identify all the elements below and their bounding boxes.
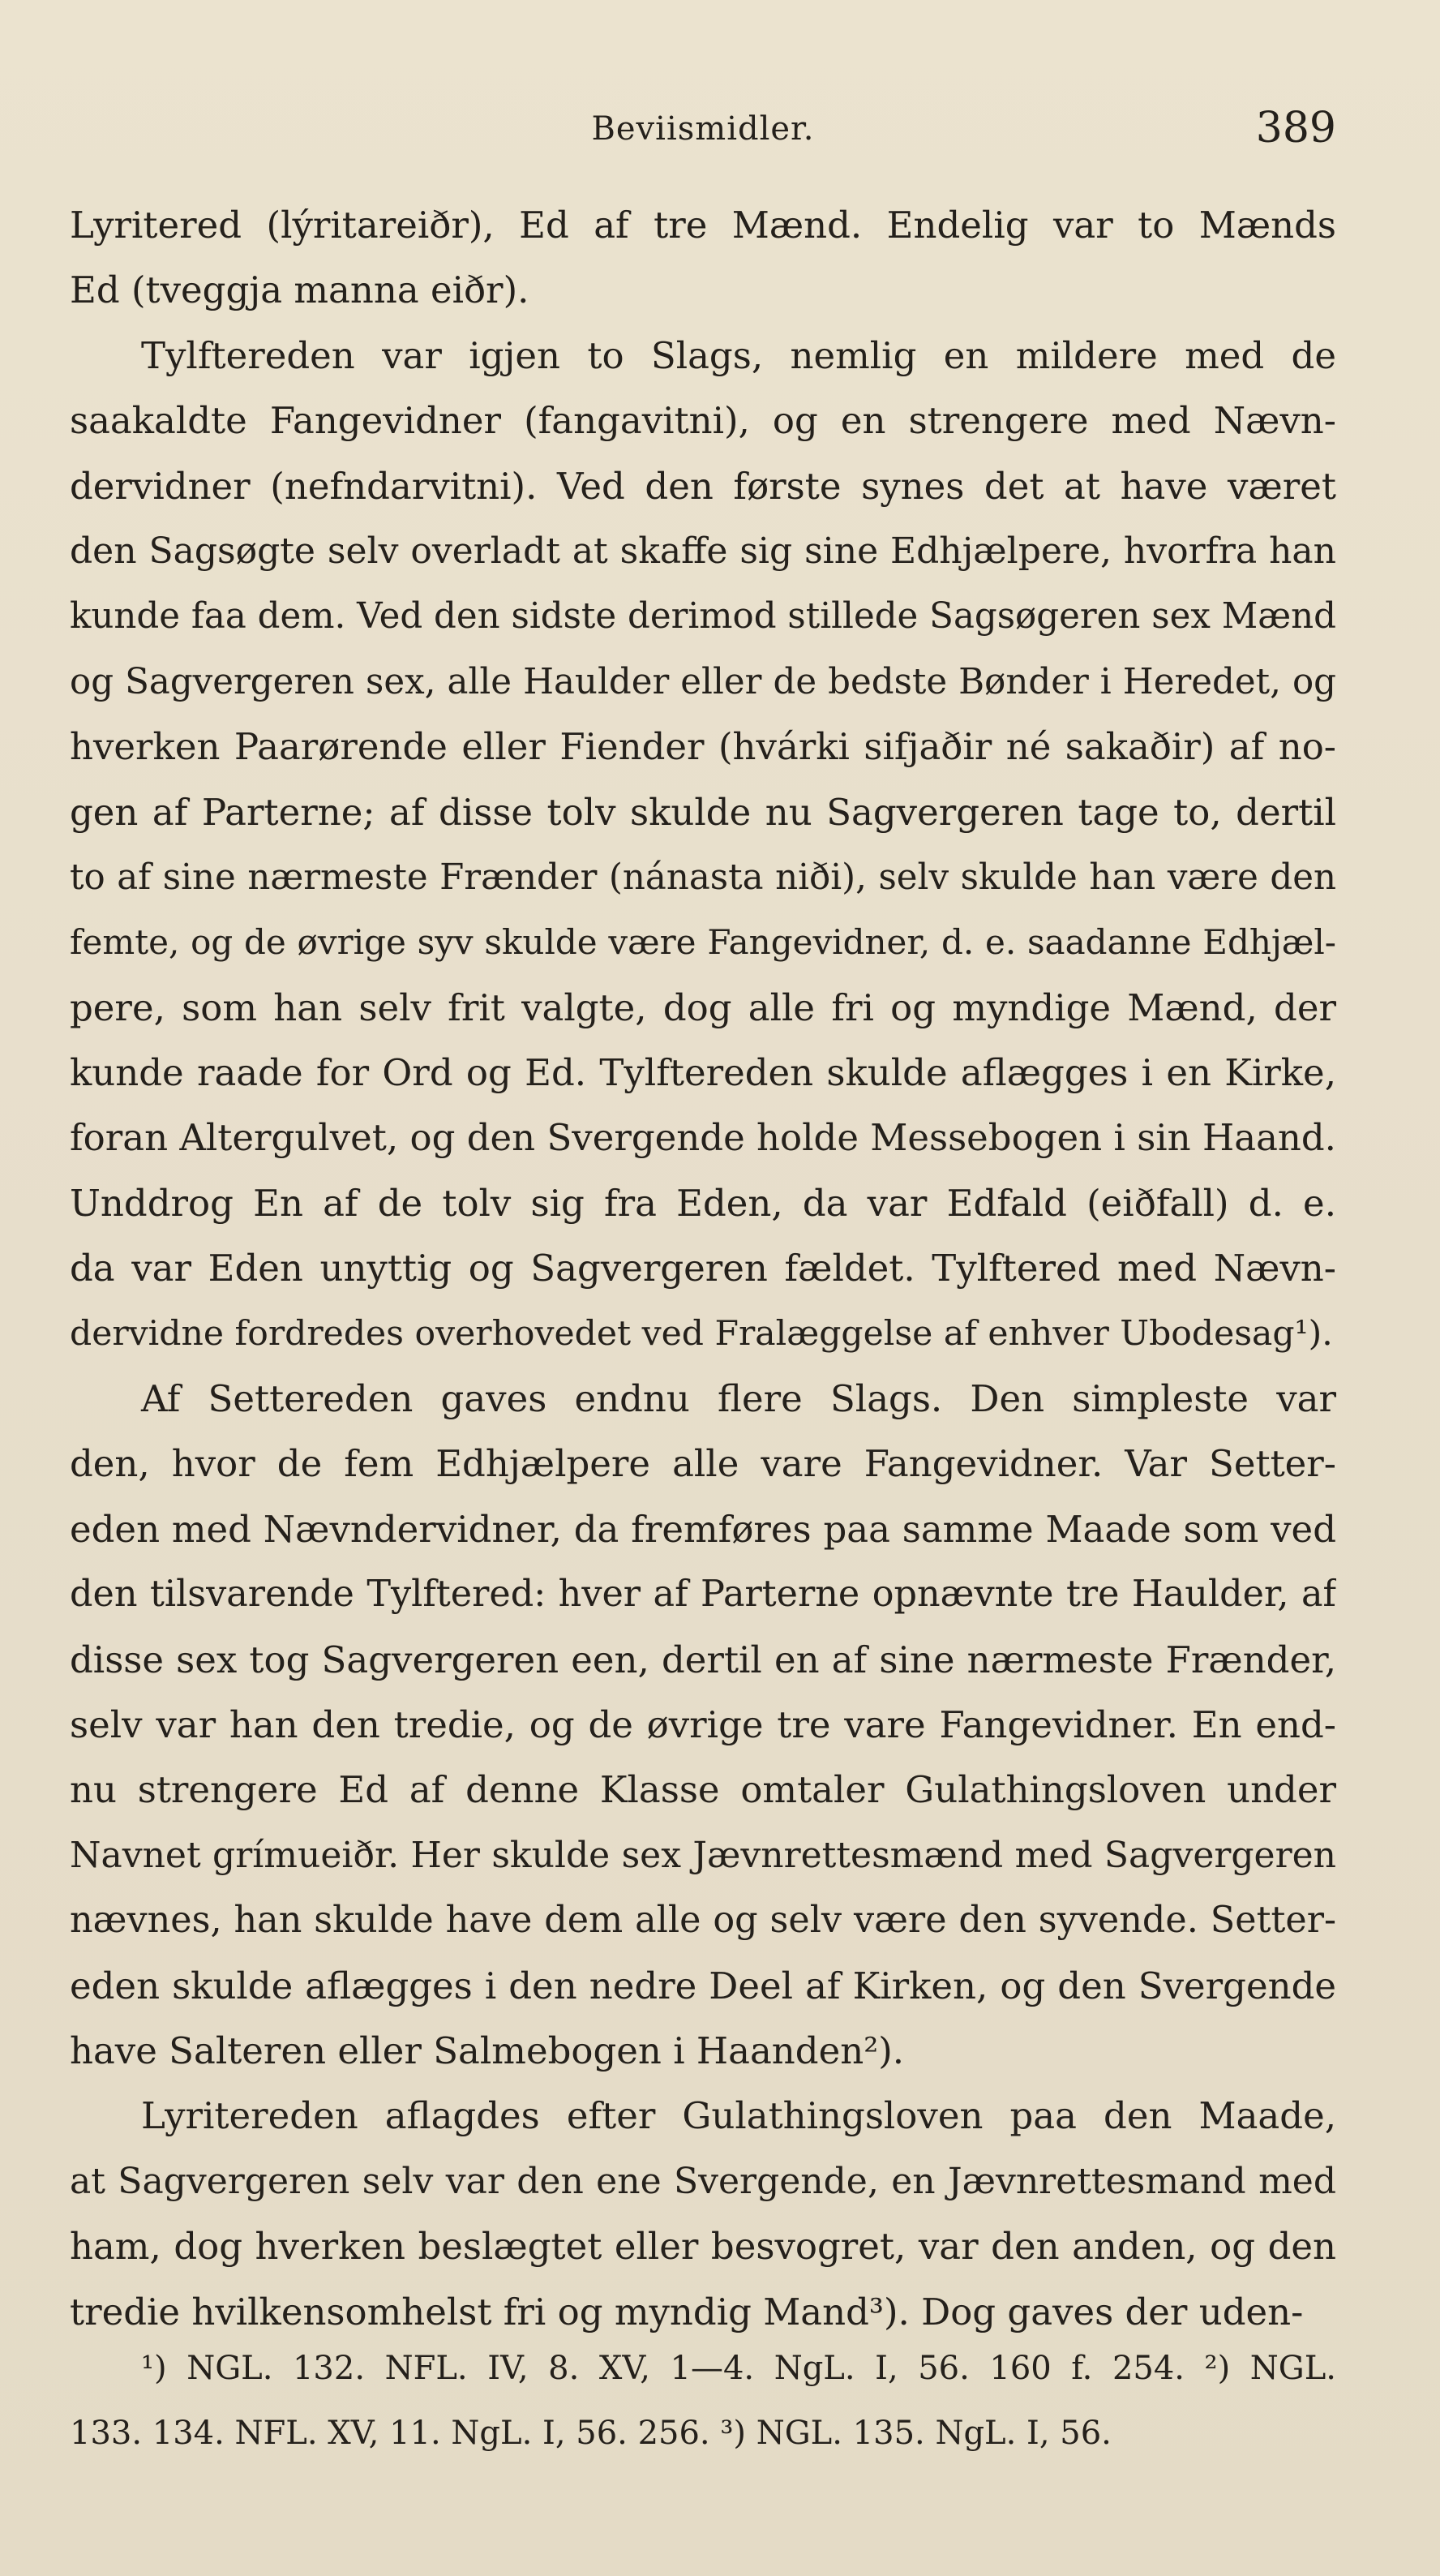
paragraph — [70, 324, 1336, 1367]
text-line: femte, og de øvrige syv skulde være Fangevidner, d. e. saadanne Edhjæl- — [70, 922, 1336, 963]
text-line: disse sex tog Sagvergeren een, dertil en af sine nærmeste Frænder, — [70, 1638, 1336, 1681]
text-line: Unddrog En af de tolv sig fra Eden, da var Edfald (eiðfall) d. e. — [70, 1181, 1336, 1225]
footnotes — [70, 2336, 1336, 2466]
text-line: tredie hvilkensomhelst fri og myndig Mand³). Dog gaves der uden- — [70, 2290, 1304, 2333]
text-line: selv var han den tredie, og de øvrige tre vare Fangevidner. En end- — [70, 1702, 1336, 1746]
footnote-line: ¹) NGL. 132. NFL. IV, 8. XV, 1—4. NgL. I, 56. 160 f. 254. ²) NGL. — [141, 2350, 1336, 2387]
text-line: da var Eden unyttig og Sagvergeren fældet. Tylftered med Nævn- — [70, 1247, 1336, 1290]
text-line: at Sagvergeren selv var den ene Svergende, en Jævnrettesmand med — [70, 2160, 1336, 2202]
text-line: to af sine nærmeste Frænder (nánasta niði), selv skulde han være den — [70, 857, 1336, 898]
page-header — [70, 104, 1336, 161]
text-line: Lyritered (lýritareiðr), Ed af tre Mænd. Endelig var to Mænds — [70, 204, 1336, 247]
paragraph — [70, 193, 1336, 324]
text-line: Navnet grímueiðr. Her skulde sex Jævnrettesmænd med Sagvergeren — [70, 1834, 1336, 1876]
text-line: have Salteren eller Salmebogen i Haanden²). — [70, 2029, 905, 2072]
text-line: eden skulde aflægges i den nedre Deel af Kirken, og den Svergende — [70, 1964, 1336, 2007]
text-line: foran Altergulvet, og den Svergende holde Messebogen i sin Haand. — [70, 1116, 1336, 1160]
text-line: eden med Nævndervidner, da fremføres paa samme Maade som ved — [70, 1507, 1336, 1551]
paragraph — [70, 1367, 1336, 2084]
text-line: Tylftereden var igjen to Slags, nemlig en mildere med de — [141, 333, 1336, 377]
running-head: Beviismidler. — [591, 110, 815, 148]
text-line: Ed (tveggja manna eiðr). — [70, 268, 529, 312]
text-line: pere, som han selv frit valgte, dog alle fri og myndige Mænd, der — [70, 985, 1336, 1029]
text-line: Af Settereden gaves endnu flere Slags. Den simpleste var — [141, 1377, 1336, 1421]
text-line: den tilsvarende Tylftered: hver af Parterne opnævnte tre Haulder, af — [70, 1574, 1336, 1616]
text-line: nu strengere Ed af denne Klasse omtaler Gulathingsloven under — [70, 1768, 1336, 1812]
text-line: Lyritereden aflagdes efter Gulathingsloven paa den Maade, — [141, 2094, 1336, 2138]
text-line: nævnes, han skulde have dem alle og selv være den syvende. Setter- — [70, 1900, 1336, 1942]
body-text — [70, 193, 1336, 2345]
text-line: og Sagvergeren sex, alle Haulder eller de bedste Bønder i Heredet, og — [70, 661, 1336, 702]
text-line: gen af Parterne; af disse tolv skulde nu Sagvergeren tage to, dertil — [70, 790, 1336, 834]
footnote-line: 133. 134. NFL. XV, 11. NgL. I, 56. 256. ³) NGL. 135. NgL. I, 56. — [70, 2415, 1112, 2452]
text-line: ham, dog hverken beslægtet eller besvogret, var den anden, og den — [70, 2225, 1336, 2269]
page-number: 389 — [1255, 104, 1336, 152]
paragraph — [70, 2084, 1336, 2345]
text-line: dervidne fordredes overhovedet ved Fralæggelse af enhver Ubodesag¹). — [70, 1313, 1333, 1354]
text-line: saakaldte Fangevidner (fangavitni), og en strengere med Nævn- — [70, 399, 1336, 443]
text-line: den, hvor de fem Edhjælpere alle vare Fangevidner. Var Setter- — [70, 1442, 1336, 1486]
text-line: hverken Paarørende eller Fiender (hvárki sifjaðir né sakaðir) af no- — [70, 725, 1336, 769]
text-line: kunde faa dem. Ved den sidste derimod stillede Sagsøgeren sex Mænd — [70, 596, 1336, 638]
text-line: dervidner (nefndarvitni). Ved den første synes det at have været — [70, 464, 1336, 508]
text-line: den Sagsøgte selv overladt at skaffe sig sine Edhjælpere, hvorfra han — [70, 530, 1336, 572]
text-line: kunde raade for Ord og Ed. Tylftereden skulde aflægges i en Kirke, — [70, 1051, 1336, 1095]
